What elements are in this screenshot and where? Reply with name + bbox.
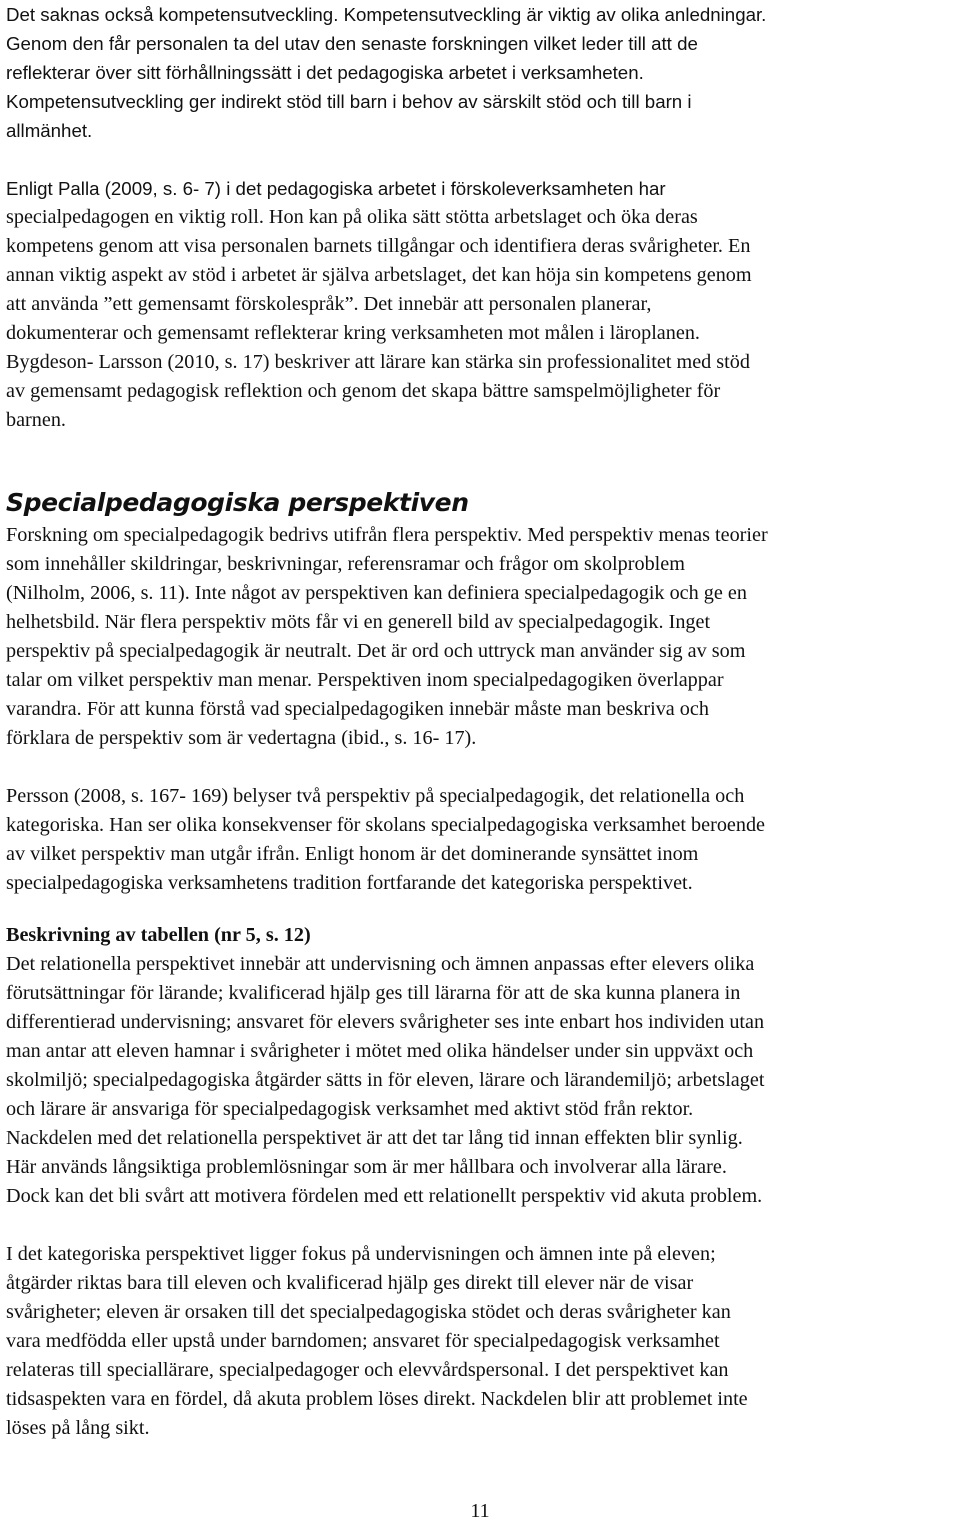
text-line: att använda ”ett gemensamt förskolespråk”. Det innebär att personalen planerar, xyxy=(6,293,652,315)
text-line: talar om vilket perspektiv man menar. Perspektiven inom specialpedagogiken överlappar xyxy=(6,669,724,691)
text-line: (Nilholm, 2006, s. 11). Inte något av perspektiven kan definiera specialpedagogik och ge en xyxy=(6,582,747,604)
text-line: och lärare är ansvariga för specialpedagogisk verksamhet med aktivt stöd från rektor. xyxy=(6,1098,694,1120)
text-line: varandra. För att kunna förstå vad specialpedagogiken innebär måste man beskriva och xyxy=(6,698,709,720)
text-line: dokumenterar och gemensamt reflekterar kring verksamheten mot målen i läroplanen. xyxy=(6,322,700,344)
text-line: I det kategoriska perspektivet ligger fokus på undervisningen och ämnen inte på eleven; xyxy=(6,1243,716,1265)
paragraph-palla-specialpedagogue xyxy=(6,174,956,435)
page-number: 11 xyxy=(470,1500,490,1522)
text-line: vara medfödda eller upstå under barndomen; ansvaret för specialpedagogisk verksamhet xyxy=(6,1330,720,1352)
section-heading: Specialpedagogiska perspektiven xyxy=(6,488,469,517)
paragraph-relational-perspective xyxy=(6,950,956,1211)
text-line: reflekterar över sitt förhållningssätt i det pedagogiska arbetet i verksamheten. xyxy=(6,62,644,83)
text-line: åtgärder riktas bara till eleven och kvalificerad hjälp ges direkt till elever när de visar xyxy=(6,1272,694,1294)
text-line: av gemensamt pedagogisk reflektion och genom det skapa bättre samspelmöjligheter för xyxy=(6,380,721,402)
document-page xyxy=(6,0,956,1443)
text-line: Bygdeson- Larsson (2010, s. 17) beskriver att lärare kan stärka sin professionalitet med stöd xyxy=(6,351,750,373)
text-line: Här används långsiktiga problemlösningar som är mer hållbara och involverar alla lärare. xyxy=(6,1156,727,1178)
text-line: Forskning om specialpedagogik bedrivs utifrån flera perspektiv. Med perspektiv menas teorier xyxy=(6,524,768,546)
text-line: Det saknas också kompetensutveckling. Kompetensutveckling är viktig av olika anledningar. xyxy=(6,4,767,25)
text-line: förutsättningar för lärande; kvalificerad hjälp ges till lärarna för att de ska kunna planera in xyxy=(6,982,741,1004)
text-line: Nackdelen med det relationella perspektivet är att det tar lång tid innan effekten blir synlig. xyxy=(6,1127,743,1149)
paragraph-persson-perspectives xyxy=(6,782,956,898)
text-line: perspektiv på specialpedagogik är neutralt. Det är ord och uttryck man använder sig av som xyxy=(6,640,746,662)
text-line: annan viktig aspekt av stöd i arbetet är själva arbetslaget, det kan höja sin kompetens genom xyxy=(6,264,752,286)
text-line: förklara de perspektiv som är vedertagna (ibid., s. 16- 17). xyxy=(6,727,477,749)
paragraph-competence-development xyxy=(6,0,956,145)
text-line: av vilket perspektiv man utgår ifrån. Enligt honom är det dominerande synsättet inom xyxy=(6,843,699,865)
text-line: skolmiljö; specialpedagogiska åtgärder sätts in för eleven, lärare och lärandemiljö; arbetslaget xyxy=(6,1069,765,1091)
text-line: allmänhet. xyxy=(6,120,93,141)
text-line: kompetens genom att visa personalen barnets tillgångar och identifiera deras svårigheter. En xyxy=(6,235,751,257)
text-line: svårigheter; eleven är orsaken till det specialpedagogiska stödet och deras svårigheter kan xyxy=(6,1301,731,1323)
table-description-heading: Beskrivning av tabellen (nr 5, s. 12) xyxy=(6,924,311,946)
text-line: Enligt Palla (2009, s. 6- 7) i det pedagogiska arbetet i förskoleverksamheten har xyxy=(6,178,666,199)
text-line: Persson (2008, s. 167- 169) belyser två perspektiv på specialpedagogik, det relationella och xyxy=(6,785,745,807)
text-line: relateras till speciallärare, specialpedagoger och elevvårdspersonal. I det perspektivet kan xyxy=(6,1359,729,1381)
text-line: Det relationella perspektivet innebär att undervisning och ämnen anpassas efter elevers olika xyxy=(6,953,755,975)
text-line: man antar att eleven hamnar i svårigheter i mötet med olika händelser under sin uppväxt och xyxy=(6,1040,754,1062)
text-line: helhetsbild. När flera perspektiv möts får vi en generell bild av specialpedagogik. Inget xyxy=(6,611,711,633)
paragraph-categorical-perspective xyxy=(6,1240,956,1443)
text-line: Dock kan det bli svårt att motivera fördelen med ett relationellt perspektiv vid akuta problem. xyxy=(6,1185,763,1207)
text-line: differentierad undervisning; ansvaret för elevers svårigheter ses inte enbart hos individen utan xyxy=(6,1011,765,1033)
text-line: barnen. xyxy=(6,409,66,431)
text-line: tidsaspekten vara en fördel, då akuta problem löses direkt. Nackdelen blir att problemet inte xyxy=(6,1388,748,1410)
text-line: kategoriska. Han ser olika konsekvenser för skolans specialpedagogiska verksamhet beroende xyxy=(6,814,766,836)
text-line: specialpedagogiska verksamhetens tradition fortfarande det kategoriska perspektivet. xyxy=(6,872,693,894)
text-line: som innehåller skildringar, beskrivningar, referensramar och frågor om skolproblem xyxy=(6,553,685,575)
text-line: löses på lång sikt. xyxy=(6,1417,150,1439)
text-line: specialpedagogen en viktig roll. Hon kan på olika sätt stötta arbetslaget och öka deras xyxy=(6,206,698,228)
text-line: Kompetensutveckling ger indirekt stöd till barn i behov av särskilt stöd och till barn i xyxy=(6,91,692,112)
paragraph-perspectives-intro xyxy=(6,521,956,753)
text-line: Genom den får personalen ta del utav den senaste forskningen vilket leder till att de xyxy=(6,33,698,54)
